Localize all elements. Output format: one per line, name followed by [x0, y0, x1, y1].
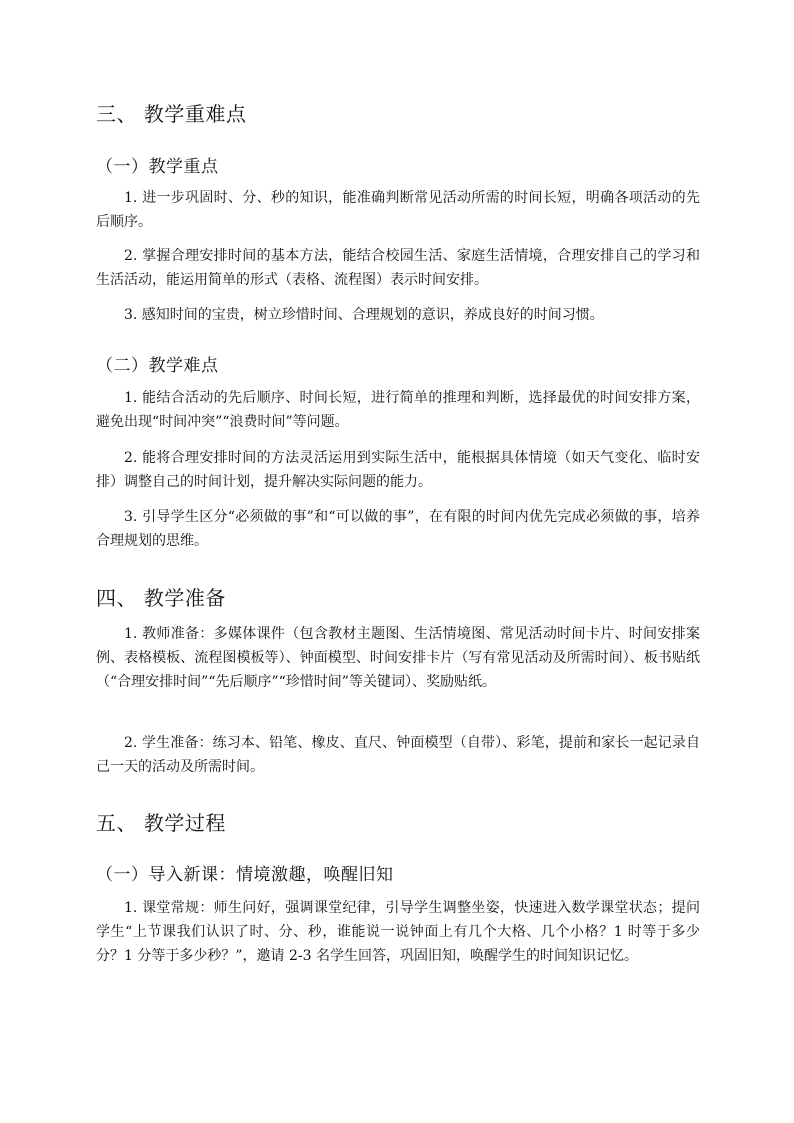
section-heading-preparation: 四、 教学准备: [96, 586, 226, 610]
section-heading-difficulties: 三、 教学重难点: [96, 102, 247, 126]
key-point-item: 2. 掌握合理安排时间的基本方法，能结合校园生活、家庭生活情境，合理安排自己的学习和生活活动，能运用简单的形式（表格、流程图）表示时间安排。: [96, 248, 700, 288]
difficult-point-item: 2. 能将合理安排时间的方法灵活运用到实际生活中，能根据具体情境（如天气变化、临时安排）调整自己的时间计划，提升解决实际问题的能力。: [96, 450, 700, 490]
subheading-difficult-points: （二）教学难点: [96, 356, 219, 376]
subheading-key-points: （一）教学重点: [96, 157, 219, 177]
section-heading-process: 五、 教学过程: [96, 811, 226, 835]
difficult-point-item: 3. 引导学生区分“必须做的事”和“可以做的事”，在有限的时间内优先完成必须做的事，培养合理规划的思维。: [96, 509, 700, 549]
preparation-item: 2. 学生准备：练习本、铅笔、橡皮、直尺、钟面模型（自带）、彩笔，提前和家长一起记录自己一天的活动及所需时间。: [96, 735, 700, 775]
key-point-item: 3. 感知时间的宝贵，树立珍惜时间、合理规划的意识，养成良好的时间习惯。: [124, 307, 604, 323]
subheading-introduction: （一）导入新课：情境激趣，唤醒旧知: [96, 865, 394, 885]
difficult-point-item: 1. 能结合活动的先后顺序、时间长短，进行简单的推理和判断，选择最优的时间安排方案，避免出现“时间冲突”“浪费时间”等问题。: [96, 390, 700, 430]
introduction-item: 1. 课堂常规：师生问好，强调课堂纪律，引导学生调整坐姿，快速进入数学课堂状态；提问学生“上节课我们认识了时、分、秒，谁能说一说钟面上有几个大格、几个小格？1 时等于多少分？1 分等于多少秒？”，邀请 2-3 名学生回答，巩固旧知，唤醒学生的时间知识记忆。: [96, 900, 700, 964]
preparation-item: 1. 教师准备：多媒体课件（包含教材主题图、生活情境图、常见活动时间卡片、时间安排案例、表格模板、流程图模板等）、钟面模型、时间安排卡片（写有常见活动及所需时间）、板书贴纸（“合理安排时间”“先后顺序”“珍惜时间”等关键词）、奖励贴纸。: [96, 626, 700, 690]
key-point-item: 1. 进一步巩固时、分、秒的知识，能准确判断常见活动所需的时间长短，明确各项活动的先后顺序。: [96, 190, 700, 230]
